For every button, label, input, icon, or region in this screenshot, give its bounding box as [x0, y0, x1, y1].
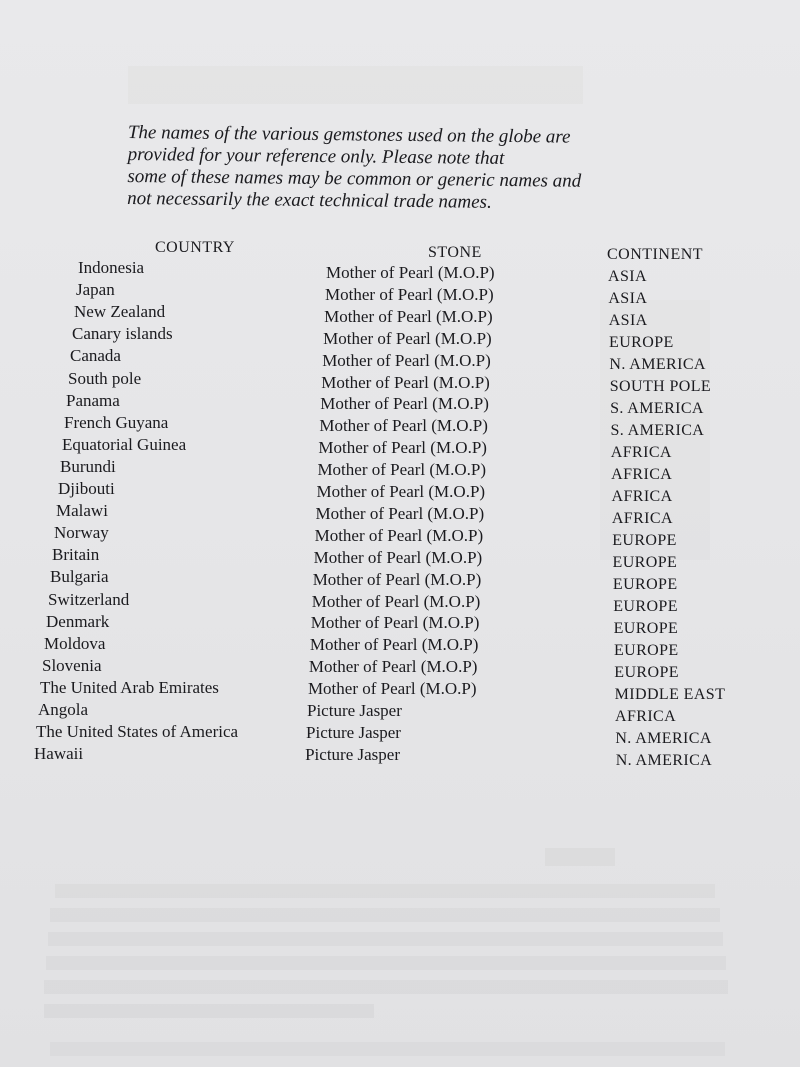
stone-cell: Picture Jasper	[306, 722, 401, 742]
continent-cell: MIDDLE EAST	[614, 686, 726, 703]
continent-cell: AFRICA	[610, 444, 672, 461]
continent-cell: EUROPE	[613, 642, 679, 659]
stone-cell: Mother of Pearl (M.O.P)	[314, 525, 484, 545]
country-cell: Moldova	[44, 633, 106, 653]
stone-cell: Mother of Pearl (M.O.P)	[307, 679, 477, 699]
stone-cell: Mother of Pearl (M.O.P)	[313, 547, 483, 567]
country-cell: Canary islands	[72, 324, 173, 344]
country-cell: Malawi	[56, 501, 108, 521]
stone-cell: Mother of Pearl (M.O.P)	[308, 657, 478, 677]
continent-cell: AFRICA	[611, 466, 673, 483]
continent-cell: N. AMERICA	[615, 730, 712, 747]
country-cell: Djibouti	[58, 479, 115, 498]
country-cell: Slovenia	[42, 655, 102, 675]
stone-cell: Mother of Pearl (M.O.P)	[321, 372, 490, 392]
continent-cell: ASIA	[608, 312, 648, 329]
country-cell: Angola	[38, 700, 89, 719]
country-cell: Denmark	[46, 611, 110, 631]
country-cell: Japan	[76, 280, 115, 300]
stone-cell: Picture Jasper	[307, 701, 402, 720]
stone-cell: Mother of Pearl (M.O.P)	[311, 591, 481, 611]
stone-cell: Mother of Pearl (M.O.P)	[319, 416, 488, 436]
intro-line: The names of the various gemstones used on the globe are	[127, 122, 571, 148]
continent-cell: EUROPE	[612, 532, 677, 549]
stone-cell: Mother of Pearl (M.O.P)	[323, 328, 492, 348]
continent-cell: AFRICA	[611, 510, 673, 527]
country-cell: Switzerland	[48, 589, 130, 609]
country-cell: Norway	[54, 523, 109, 543]
header-country: COUNTRY	[155, 239, 235, 256]
country-cell: Equatorial Guinea	[62, 434, 187, 454]
intro-line: provided for your reference only. Please note that	[127, 143, 505, 169]
country-cell: Indonesia	[78, 258, 145, 277]
intro-line: not necessarily the exact technical trade names.	[127, 187, 492, 213]
stone-cell: Mother of Pearl (M.O.P)	[325, 284, 494, 304]
stone-cell: Mother of Pearl (M.O.P)	[326, 263, 495, 282]
continent-cell: N. AMERICA	[609, 356, 706, 373]
stone-cell: Mother of Pearl (M.O.P)	[318, 438, 487, 458]
stone-cell: Mother of Pearl (M.O.P)	[310, 613, 480, 633]
country-cell: Panama	[66, 390, 120, 410]
stone-cell: Mother of Pearl (M.O.P)	[316, 482, 486, 501]
continent-cell: EUROPE	[613, 620, 679, 637]
country-cell: Hawaii	[34, 744, 84, 764]
continent-cell: EUROPE	[612, 576, 678, 593]
continent-cell: SOUTH POLE	[609, 378, 712, 395]
country-cell: South pole	[68, 368, 142, 388]
continent-cell: EUROPE	[613, 598, 678, 615]
continent-cell: S. AMERICA	[610, 422, 705, 439]
stone-cell: Mother of Pearl (M.O.P)	[309, 635, 479, 655]
continent-cell: EUROPE	[612, 554, 678, 571]
country-cell: French Guyana	[64, 412, 169, 432]
continent-cell: AFRICA	[611, 488, 673, 505]
header-continent: CONTINENT	[607, 246, 704, 263]
continent-cell: S. AMERICA	[610, 400, 704, 417]
continent-cell: ASIA	[608, 268, 647, 285]
country-cell: Canada	[70, 346, 121, 366]
country-cell: Bulgaria	[50, 567, 109, 587]
stone-cell: Mother of Pearl (M.O.P)	[317, 460, 486, 480]
continent-cell: EUROPE	[614, 664, 679, 681]
continent-cell: AFRICA	[615, 708, 677, 725]
intro-line: some of these names may be common or generic names and	[127, 165, 582, 192]
continent-cell: ASIA	[608, 290, 648, 307]
stone-cell: Picture Jasper	[305, 744, 400, 764]
stone-cell: Mother of Pearl (M.O.P)	[312, 569, 482, 589]
country-cell: Burundi	[60, 456, 116, 476]
country-cell: The United Arab Emirates	[40, 677, 219, 697]
continent-cell: EUROPE	[609, 334, 674, 351]
country-cell: New Zealand	[74, 302, 166, 322]
continent-cell: N. AMERICA	[615, 752, 713, 769]
stone-cell: Mother of Pearl (M.O.P)	[320, 394, 489, 414]
country-cell: The United States of America	[36, 722, 239, 742]
stone-cell: Mother of Pearl (M.O.P)	[322, 350, 491, 370]
header-stone: STONE	[428, 244, 482, 261]
stone-cell: Mother of Pearl (M.O.P)	[315, 503, 485, 523]
country-cell: Britain	[52, 545, 100, 565]
stone-cell: Mother of Pearl (M.O.P)	[324, 306, 493, 326]
